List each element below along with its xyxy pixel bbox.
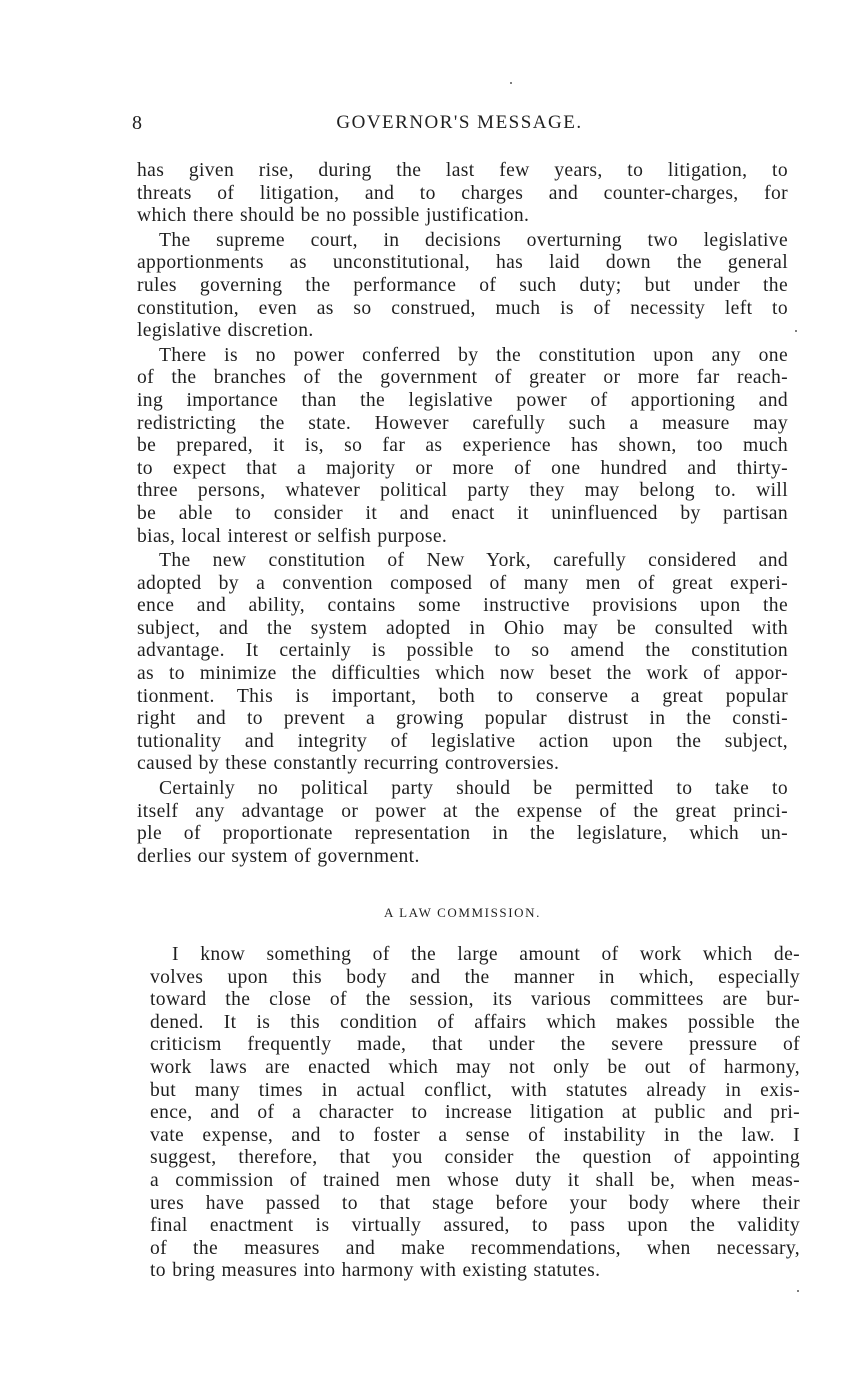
text-line: be prepared, it is, so far as experience has shown, too much — [137, 435, 788, 457]
text-line: criticism frequently made, that under the severe pressure of — [150, 1034, 800, 1056]
text-line: derlies our system of government. — [137, 845, 420, 867]
text-line: be able to consider it and enact it uninfluenced by partisan — [137, 502, 788, 524]
text-line: to bring measures into harmony with existing statutes. — [150, 1260, 601, 1282]
text-line: The supreme court, in decisions overturning two legislative — [159, 229, 788, 251]
law-commission-section — [150, 944, 800, 1283]
text-line: volves upon this body and the manner in which, especially — [150, 966, 800, 988]
text-line: adopted by a convention composed of many men of great experi- — [137, 572, 788, 594]
text-line: caused by these constantly recurring controversies. — [137, 753, 560, 775]
text-line: of the measures and make recommendations, when necessary, — [150, 1237, 800, 1259]
text-line: which there should be no possible justification. — [137, 205, 530, 227]
text-line: ence and ability, contains some instructive provisions upon the — [137, 595, 788, 617]
text-line: tutionality and integrity of legislative action upon the subject, — [137, 730, 788, 752]
text-line: as to minimize the difficulties which now beset the work of appor- — [137, 663, 788, 685]
text-line: rules governing the performance of such duty; but under the — [137, 274, 788, 296]
text-line: suggest, therefore, that you consider the question of appointing — [150, 1147, 800, 1169]
text-line: right and to prevent a growing popular distrust in the consti- — [137, 708, 788, 730]
text-line: dened. It is this condition of affairs which makes possible the — [150, 1011, 800, 1033]
scan-speck — [797, 1290, 799, 1292]
text-line: advantage. It certainly is possible to so amend the constitution — [137, 640, 788, 662]
apportionment-section — [137, 160, 788, 868]
text-line: Certainly no political party should be permitted to take to — [159, 778, 788, 800]
page-number: 8 — [132, 112, 142, 134]
text-line: of the branches of the government of greater or more far reach- — [137, 367, 788, 389]
scan-speck — [510, 82, 512, 84]
text-line: to expect that a majority or more of one hundred and thirty- — [137, 457, 788, 479]
text-line: but many times in actual conflict, with statutes already in exis- — [150, 1079, 800, 1101]
page-header — [132, 112, 787, 142]
text-line: tionment. This is important, both to conserve a great popular — [137, 685, 788, 707]
text-line: subject, and the system adopted in Ohio may be consulted with — [137, 617, 788, 639]
text-line: itself any advantage or power at the expense of the great princi- — [137, 800, 788, 822]
text-line: ing importance than the legislative power of apportioning and — [137, 389, 788, 411]
section-heading: A LAW COMMISSION. — [383, 905, 542, 920]
text-line: has given rise, during the last few years, to litigation, to — [137, 160, 788, 181]
text-line: toward the close of the session, its various committees are bur- — [150, 989, 800, 1011]
text-line: a commission of trained men whose duty it shall be, when meas- — [150, 1169, 800, 1191]
text-line: threats of litigation, and to charges and counter-charges, for — [137, 182, 788, 204]
text-line: redistricting the state. However carefully such a measure may — [137, 412, 788, 434]
text-line: ence, and of a character to increase litigation at public and pri- — [150, 1102, 800, 1124]
running-title: GOVERNOR'S MESSAGE. — [336, 112, 583, 133]
text-line: constitution, even as so construed, much is of necessity left to — [137, 297, 788, 319]
text-line: bias, local interest or selfish purpose. — [137, 525, 448, 547]
text-line: vate expense, and to foster a sense of instability in the law. I — [150, 1124, 800, 1146]
text-line: legislative discretion. — [137, 320, 314, 342]
text-line: ple of proportionate representation in the legislature, which un- — [137, 823, 788, 845]
text-line: ures have passed to that stage before your body where their — [150, 1192, 800, 1214]
scan-speck — [795, 330, 797, 332]
text-line: I know something of the large amount of work which de- — [172, 944, 800, 965]
text-line: three persons, whatever political party they may belong to. will — [137, 480, 788, 502]
text-line: There is no power conferred by the constitution upon any one — [159, 344, 788, 366]
text-line: work laws are enacted which may not only be out of harmony, — [150, 1056, 800, 1078]
text-line: final enactment is virtually assured, to pass upon the validity — [150, 1215, 800, 1237]
text-line: The new constitution of New York, carefully considered and — [159, 550, 788, 572]
text-line: apportionments as unconstitutional, has laid down the general — [137, 252, 788, 274]
